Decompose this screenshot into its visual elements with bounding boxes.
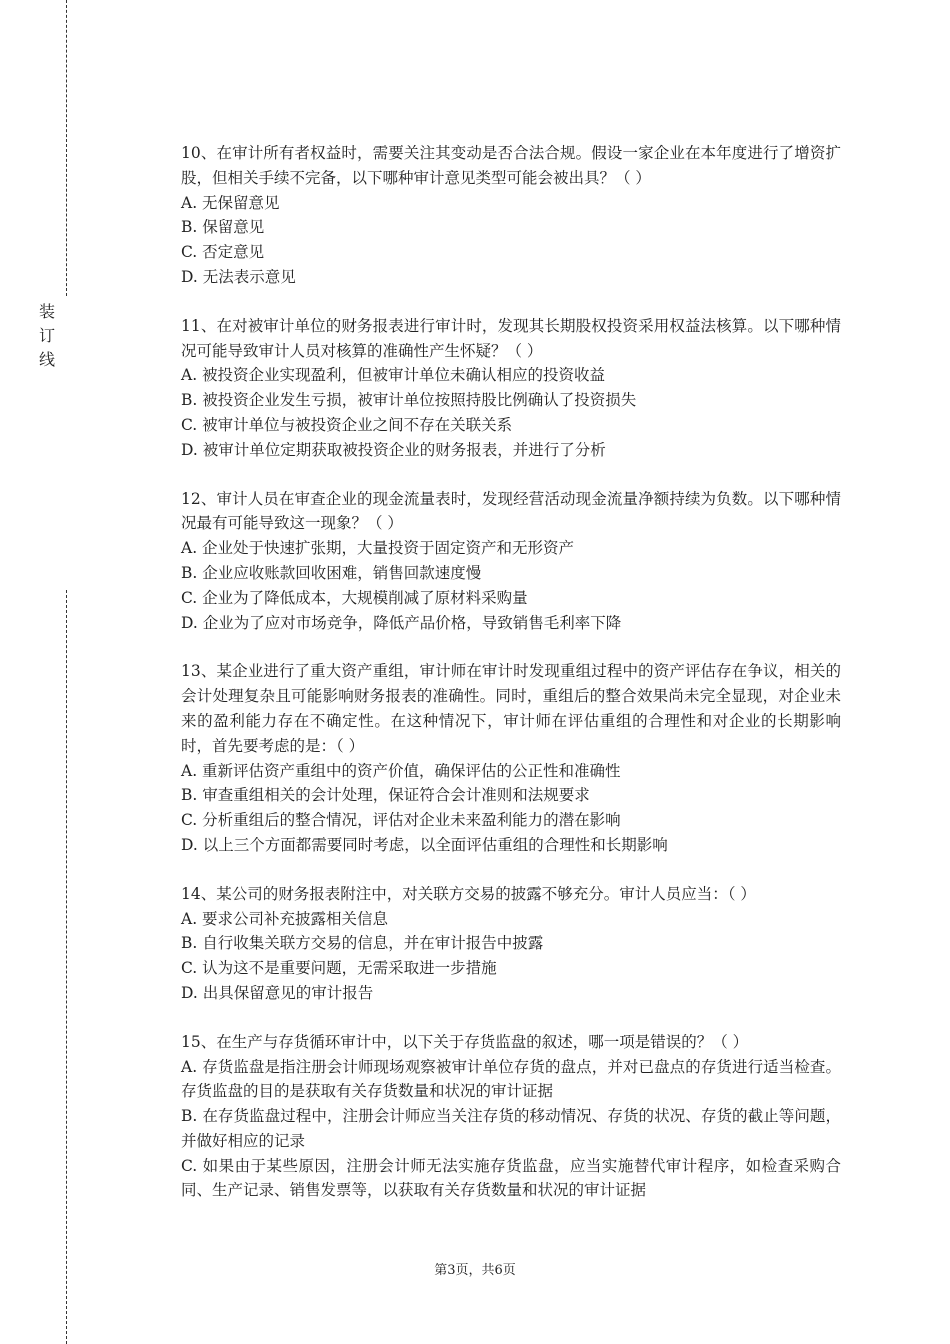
option-a: A. 被投资企业实现盈利，但被审计单位未确认相应的投资收益 — [181, 366, 606, 385]
option-c: C. 被审计单位与被投资企业之间不存在关联关系 — [181, 415, 513, 434]
question-14 — [181, 882, 841, 1006]
binding-label-char: 线 — [38, 350, 55, 369]
binding-label — [37, 300, 57, 372]
option-a: A. 存货监盘是指注册会计师现场观察被审计单位存货的盘点，并对已盘点的存货进行适当检查。存货监盘的目的是获取有关存货数量和状况的审计证据 — [181, 1057, 841, 1101]
question-15 — [181, 1030, 841, 1204]
binding-label-char: 订 — [38, 326, 55, 345]
option-b: B. 企业应收账款回收困难，销售回款速度慢 — [181, 563, 482, 582]
question-list — [181, 141, 841, 1227]
question-10 — [181, 141, 841, 290]
option-c: C. 认为这不是重要问题，无需采取进一步措施 — [181, 959, 497, 978]
option-d: D. 出具保留意见的审计报告 — [181, 983, 374, 1002]
question-stem: 11、在对被审计单位的财务报表进行审计时，发现其长期股权投资采用权益法核算。以下哪种情况可能导致审计人员对核算的准确性产生怀疑？（ ） — [181, 316, 841, 360]
question-stem: 14、某公司的财务报表附注中，对关联方交易的披露不够充分。审计人员应当：（ ） — [181, 884, 756, 903]
question-stem: 13、某企业进行了重大资产重组，审计师在审计时发现重组过程中的资产评估存在争议，相关的会计处理复杂且可能影响财务报表的准确性。同时，重组后的整合效果尚未完全显现，对企业未来的盈利能力存在不确定性。在这种情况下，审计师在评估重组的合理性和对企业的长期影响时，首先要考虑的是：（ ） — [181, 662, 841, 755]
option-b: B. 保留意见 — [181, 218, 265, 237]
option-a: A. 企业处于快速扩张期，大量投资于固定资产和无形资产 — [181, 539, 575, 558]
option-a: A. 重新评估资产重组中的资产价值，确保评估的公正性和准确性 — [181, 761, 621, 780]
option-a: A. 无保留意见 — [181, 193, 280, 212]
option-b: B. 自行收集关联方交易的信息，并在审计报告中披露 — [181, 934, 544, 953]
option-d: D. 企业为了应对市场竞争，降低产品价格，导致销售毛利率下降 — [181, 613, 622, 632]
binding-line-top — [66, 0, 67, 296]
option-d: D. 以上三个方面都需要同时考虑，以全面评估重组的合理性和长期影响 — [181, 835, 668, 854]
question-stem: 10、在审计所有者权益时，需要关注其变动是否合法合规。假设一家企业在本年度进行了增资扩股，但相关手续不完备，以下哪种审计意见类型可能会被出具？（ ） — [181, 144, 841, 187]
binding-line-bottom — [66, 590, 67, 1344]
option-c: C. 企业为了降低成本，大规模削减了原材料采购量 — [181, 588, 528, 607]
question-stem: 15、在生产与存货循环审计中，以下关于存货监盘的叙述，哪一项是错误的？（ ） — [181, 1032, 749, 1051]
binding-label-char: 装 — [38, 302, 55, 321]
question-11 — [181, 314, 841, 463]
question-stem: 12、审计人员在审查企业的现金流量表时，发现经营活动现金流量净额持续为负数。以下哪种情况最有可能导致这一现象？（ ） — [181, 489, 841, 533]
option-c: C. 分析重组后的整合情况，评估对企业未来盈利能力的潜在影响 — [181, 811, 621, 830]
option-b: B. 在存货监盘过程中，注册会计师应当关注存货的移动情况、存货的状况、存货的截止等问题，并做好相应的记录 — [181, 1107, 841, 1150]
option-a: A. 要求公司补充披露相关信息 — [181, 909, 389, 928]
option-d: D. 被审计单位定期获取被投资企业的财务报表，并进行了分析 — [181, 440, 606, 459]
option-c: C. 如果由于某些原因，注册会计师无法实施存货监盘，应当实施替代审计程序，如检查采购合同、生产记录、销售发票等，以获取有关存货数量和状况的审计证据 — [181, 1156, 841, 1200]
option-b: B. 被投资企业发生亏损，被审计单位按照持股比例确认了投资损失 — [181, 391, 637, 410]
question-13 — [181, 659, 841, 857]
page-number: 第3页，共6页 — [434, 1263, 516, 1278]
option-b: B. 审查重组相关的会计处理，保证符合会计准则和法规要求 — [181, 786, 590, 805]
option-d: D. 无法表示意见 — [181, 267, 296, 286]
question-12 — [181, 487, 841, 636]
option-c: C. 否定意见 — [181, 243, 265, 262]
